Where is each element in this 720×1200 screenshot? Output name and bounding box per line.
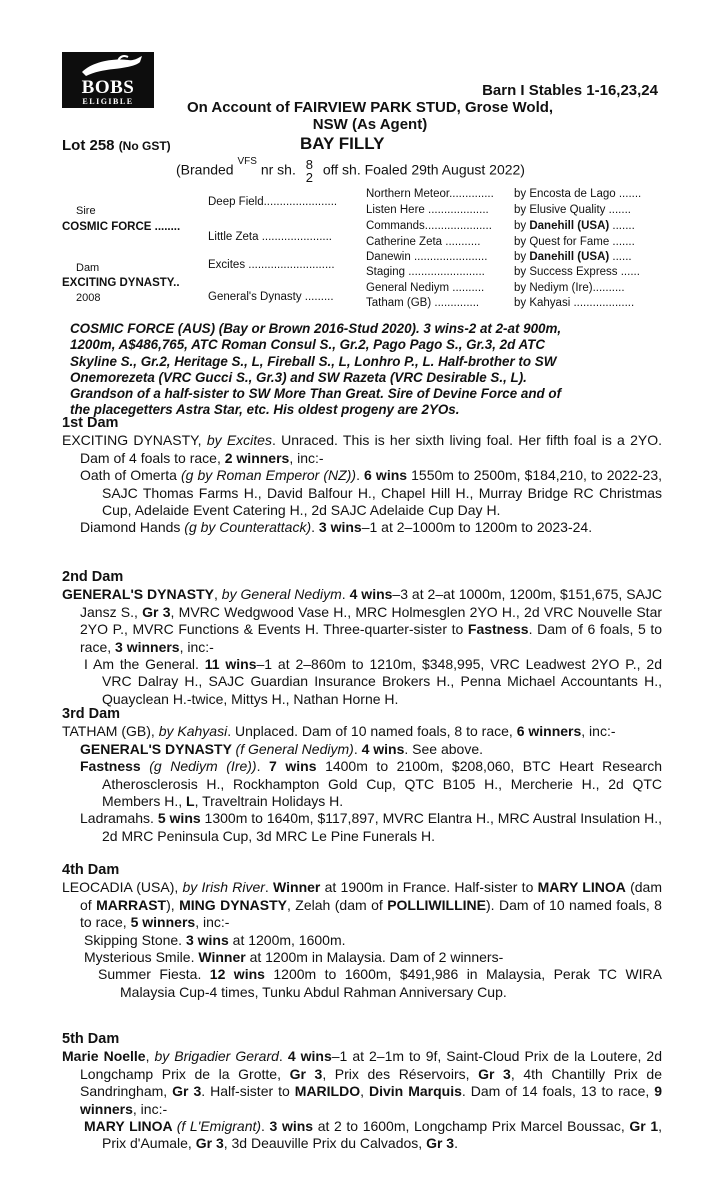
sire-name: COSMIC FORCE ........: [62, 221, 181, 233]
dam-entry: LEOCADIA (USA), by Irish River. Winner at 1900m in France. Half-sister to MARY LINOA (dam of MARRAST), MING DYNASTY, Zelah (dam of POLLIWILLINE). Dam of 10 named foals, 8 to race, 5 winners, inc:-: [62, 879, 662, 931]
dam-label: Dam: [76, 262, 100, 274]
brand-pre: (Branded: [176, 161, 234, 178]
by-text: by: [514, 220, 530, 232]
brand-mid: nr sh.: [260, 161, 296, 178]
sire-description: [70, 321, 660, 419]
brand-post: off sh. Foaled 29th August 2022): [322, 161, 525, 178]
dam-entry: TATHAM (GB), by Kahyasi. Unplaced. Dam of 10 named foals, 8 to race, 6 winners, inc:-: [62, 723, 616, 740]
dots: .......: [609, 220, 635, 232]
section-heading: 5th Dam: [62, 1031, 120, 1047]
ancestor-sire-3-name: Danehill (USA): [529, 220, 610, 232]
fourth-dam-section: [62, 862, 662, 1001]
brand-den: 2: [305, 170, 313, 185]
progeny-entry: MARY LINOA (f L'Emigrant). 3 wins at 2 to 1600m, Longchamp Prix Marcel Boussac, Gr 1, Prix d'Aumale, Gr 3, 3d Deauville Prix du Calvados, Gr 3.: [84, 1118, 662, 1152]
sire-note-line: Onemorezeta (VRC Gucci S., Gr.3) and SW Razeta (VRC Desirable S., L).: [70, 369, 527, 385]
logo-main-text: BOBS: [81, 77, 135, 98]
ancestor-sire-8: by Kahyasi ...................: [514, 297, 635, 309]
section-heading: 2nd Dam: [62, 569, 124, 585]
ancestor-sire-5-name: Danehill (USA): [529, 251, 610, 263]
brand-line: [176, 158, 525, 184]
ancestor-4: Catherine Zeta ...........: [366, 236, 481, 248]
progeny-entry: I Am the General. 11 wins–1 at 2–860m to 1210m, $348,995, VRC Leadwest 2YO P., 2d VRC Dalray H., SAJC Guardian Insurance Brokers H., Penna Michael Accountants H., Quayclean H.-twice, Mittys H., Nathan Horne H.: [84, 656, 662, 707]
progeny-entry: Ladramahs. 5 wins 1300m to 1640m, $117,897, MVRC Elantra H., MRC Austral Insulation H., 2d MRC Peninsula Cup, 3d MRC Le Pine Funerals H.: [80, 810, 662, 844]
sire-note-line: COSMIC FORCE (AUS) (Bay or Brown 2016-Stud 2020). 3 wins-2 at 2-at 900m,: [70, 321, 562, 336]
progeny-entry: Diamond Hands (g by Counterattack). 3 wins–1 at 2–1000m to 1200m to 2023-24.: [80, 519, 593, 536]
progeny-entry: Fastness (g Nediym (Ire)). 7 wins 1400m to 2100m, $208,060, BTC Heart Research Atherosclerosis H., Rockhampton Gold Cup, QTC B105 H., Mercherie H., 2d QTC Members H., L, Traveltrain Holidays H.: [80, 758, 663, 810]
vendor-account: [160, 99, 580, 133]
sire-note-line: 1200m, A$486,765, ATC Roman Consul S., Gr.2, Pago Pago S., Gr.3, 2d ATC: [70, 337, 546, 353]
sire-note-line: Skyline S., Gr.2, Heritage S., L, Fireball S., L, Lonhro P., L. Half-brother to SW: [70, 353, 557, 369]
progeny-entry: GENERAL'S DYNASTY (f General Nediym). 4 wins. See above.: [80, 740, 484, 757]
progeny-entry: Mysterious Smile. Winner at 1200m in Malaysia. Dam of 2 winners-: [84, 949, 504, 966]
sire-note-line: Grandson of a half-sister to SW More Than Great. Sire of Devine Force and of: [70, 386, 562, 402]
section-heading: 4th Dam: [62, 862, 120, 878]
gst-note: (No GST): [118, 139, 171, 153]
barn-stables: Barn I Stables 1-16,23,24: [482, 82, 658, 99]
ancestor-sire-1: by Encosta de Lago .......: [514, 188, 642, 200]
ancestor-2: Listen Here ...................: [366, 204, 489, 216]
sire-sire: Deep Field.......................: [208, 196, 338, 208]
second-dam-section: [62, 569, 662, 708]
logo-sub-text: ELIGIBLE: [82, 97, 134, 106]
ancestor-8: Tatham (GB) ..............: [366, 297, 480, 309]
dam-year: 2008: [76, 292, 101, 304]
ancestor-sire-7: by Nediym (Ire)..........: [514, 282, 625, 294]
ancestor-1: Northern Meteor..............: [366, 188, 494, 200]
sire-dam: Little Zeta ......................: [208, 231, 332, 243]
dam-entry: EXCITING DYNASTY, by Excites. Unraced. This is her sixth living foal. Her fifth foal is a 2YO. Dam of 4 foals to race, 2 winners, inc:-: [62, 432, 662, 466]
vendor-line-2: NSW (As Agent): [312, 116, 428, 133]
ancestor-6: Staging ........................: [366, 266, 485, 278]
dam-entry: GENERAL'S DYNASTY, by General Nediym. 4 wins–3 at 2–at 1000m, 1200m, $151,675, SAJC Jansz S., Gr 3, MVRC Wedgwood Vase H., MRC Holmesglen 2YO H., 2d VRC Nouvelle Star 2YO P., MVRC Functions & Events H. Three-quarter-sister to Fastness. Dam of 6 foals, 5 to race, 3 winners, inc:-: [62, 586, 663, 655]
lot-number: [62, 137, 171, 154]
dam-entry: Marie Noelle, by Brigadier Gerard. 4 wins–1 at 2–1m to 9f, Saint-Cloud Prix de la Loutere, 2d Longchamp Prix de la Grotte, Gr 3, Prix des Réservoirs, Gr 3, 4th Chantilly Prix de Sandringham, Gr 3. Half-sister to MARILDO, Divin Marquis. Dam of 14 foals, 13 to race, 9 winners, inc:-: [62, 1048, 663, 1117]
third-dam-section: [62, 706, 662, 845]
ancestor-sire-4: by Quest for Fame .......: [514, 236, 635, 248]
ancestor-sire-6: by Success Express ......: [514, 266, 640, 278]
ancestor-5: Danewin .......................: [366, 251, 488, 263]
first-dam-section: [62, 415, 662, 537]
section-heading: 3rd Dam: [62, 706, 121, 722]
brand-fraction: [306, 158, 313, 184]
section-heading: 1st Dam: [62, 415, 119, 431]
vendor-line-1: On Account of FAIRVIEW PARK STUD, Grose Wold,: [186, 99, 554, 116]
ancestor-sire-5: [514, 251, 632, 263]
grand-progeny-entry: Summer Fiesta. 12 wins 1200m to 1600m, $491,986 in Malaysia, Perak TC WIRA Malaysia Cup-4 times, Tunku Abdul Rahman Anniversary Cup.: [98, 966, 662, 1000]
lot-label: Lot 258: [62, 137, 115, 154]
sire-label: Sire: [76, 205, 96, 217]
dots: ......: [609, 251, 632, 263]
by-text: by: [514, 251, 530, 263]
dam-sire: Excites ...........................: [208, 259, 335, 271]
progeny-entry: Skipping Stone. 3 wins at 1200m, 1600m.: [84, 931, 346, 948]
brand-num: 8: [305, 157, 313, 172]
ancestor-3: Commands.....................: [366, 220, 492, 232]
fifth-dam-section: [62, 1031, 662, 1153]
ancestor-sire-2: by Elusive Quality .......: [514, 204, 631, 216]
sire-note-line: the placegetters Astra Star, etc. His oldest progeny are 2YOs.: [70, 402, 460, 418]
progeny-entry: Oath of Omerta (g by Roman Emperor (NZ)). 6 wins 1550m to 2500m, $184,210, to 2022-23, SAJC Thomas Farms H., David Balfour H., Chapel Hill H., Murray Bridge RC Christmas Cup, Adelaide Event Catering H., 2d SAJC Adelaide Cup Day H.: [80, 467, 663, 519]
dam-dam: General's Dynasty .........: [208, 291, 334, 303]
brand-mark: VFS: [237, 156, 257, 167]
ancestor-sire-3: [514, 220, 635, 232]
horse-sex-colour: BAY FILLY: [300, 134, 385, 153]
ancestor-7: General Nediym ..........: [366, 282, 485, 294]
bobs-eligible-logo: [62, 52, 154, 108]
dam-name: EXCITING DYNASTY..: [62, 277, 180, 289]
